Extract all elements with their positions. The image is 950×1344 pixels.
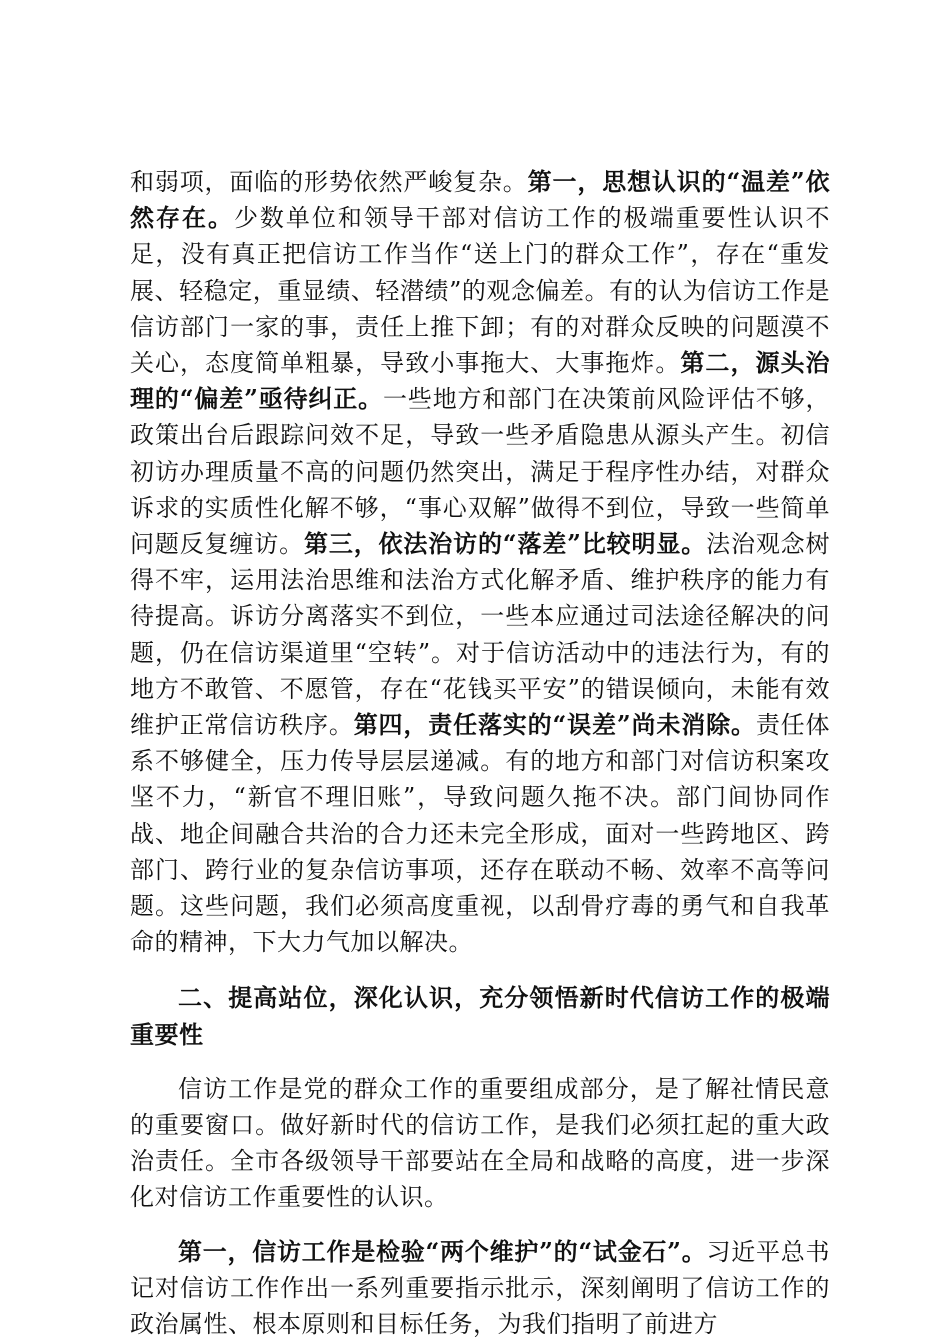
point-heading-first: 第一，思想认识的“温差”依然存在。 <box>130 167 831 233</box>
paragraph-text: 一些地方和部门在决策前风险评估不够，政策出台后跟踪问效不足，导致一些矛盾隐患从源头产生。初信初访办理质量不高的问题仍然突出，满足于程序性办结，对群众诉求的实质性化解不够，“事心双解”做得不到位，导致一些简单问题反复缠访。 <box>130 385 831 559</box>
paragraph-text: 少数单位和领导干部对信访工作的极端重要性认识不足，没有真正把信访工作当作“送上门的群众工作”，存在“重发展、轻稳定，重显绩、轻潜绩”的观念偏差。有的认为信访工作是信访部门一家的事，责任上推下卸；有的对群众反映的问题漠不关心，态度简单粗暴，导致小事拖大、大事拖炸。 <box>130 204 831 378</box>
point-heading-second: 第二，源头治理的“偏差”亟待纠正。 <box>130 348 830 414</box>
point-heading-fourth: 第四，责任落实的“误差”尚未消除。 <box>353 710 756 740</box>
section-heading: 二、提高站位，深化认识，充分领悟新时代信访工作的极端重要性 <box>130 983 830 1049</box>
document-page <box>130 164 830 1342</box>
paragraph-text: 责任体系不够健全，压力传导层层递减。有的地方和部门对信访积案攻坚不力，“新官不理旧账”，导致问题久拖不决。部门间协同作战、地企间融合共治的合力还未完全形成，面对一些跨地区、跨部门、跨行业的复杂信访事项，还存在联动不畅、效率不高等问题。这些问题，我们必须高度重视，以刮骨疗毒的勇气和自我革命的精神，下大力气加以解决。 <box>130 711 831 957</box>
paragraph-text: 法治观念树得不牢，运用法治思维和法治方式化解矛盾、维护秩序的能力有待提高。诉访分离落实不到位，一些本应通过司法途径解决的问题，仍在信访渠道里“空转”。对于信访活动中的违法行为，有的地方不敢管、不愿管，存在“花钱买平安”的错误倾向，未能有效维护正常信访秩序。 <box>130 530 831 740</box>
point-heading-third: 第三，依法治访的“落差”比较明显。 <box>303 529 707 559</box>
paragraph-intro: 信访工作是党的群众工作的重要组成部分，是了解社情民意的重要窗口。做好新时代的信访工作，是我们必须扛起的重大政治责任。全市各级领导干部要站在全局和战略的高度，进一步深化对信访工作重要性的认识。 <box>130 1074 830 1212</box>
paragraph-problems <box>130 164 830 960</box>
paragraph-text: 习近平总书记对信访工作作出一系列重要指示批示，深刻阐明了信访工作的政治属性、根本原则和目标任务，为我们指明了前进方 <box>130 1237 831 1339</box>
paragraph-text: 和弱项，面临的形势依然严峻复杂。 <box>130 168 528 196</box>
point-heading: 第一，信访工作是检验“两个维护”的“试金石”。 <box>178 1236 707 1266</box>
paragraph-first-point <box>130 1234 830 1343</box>
